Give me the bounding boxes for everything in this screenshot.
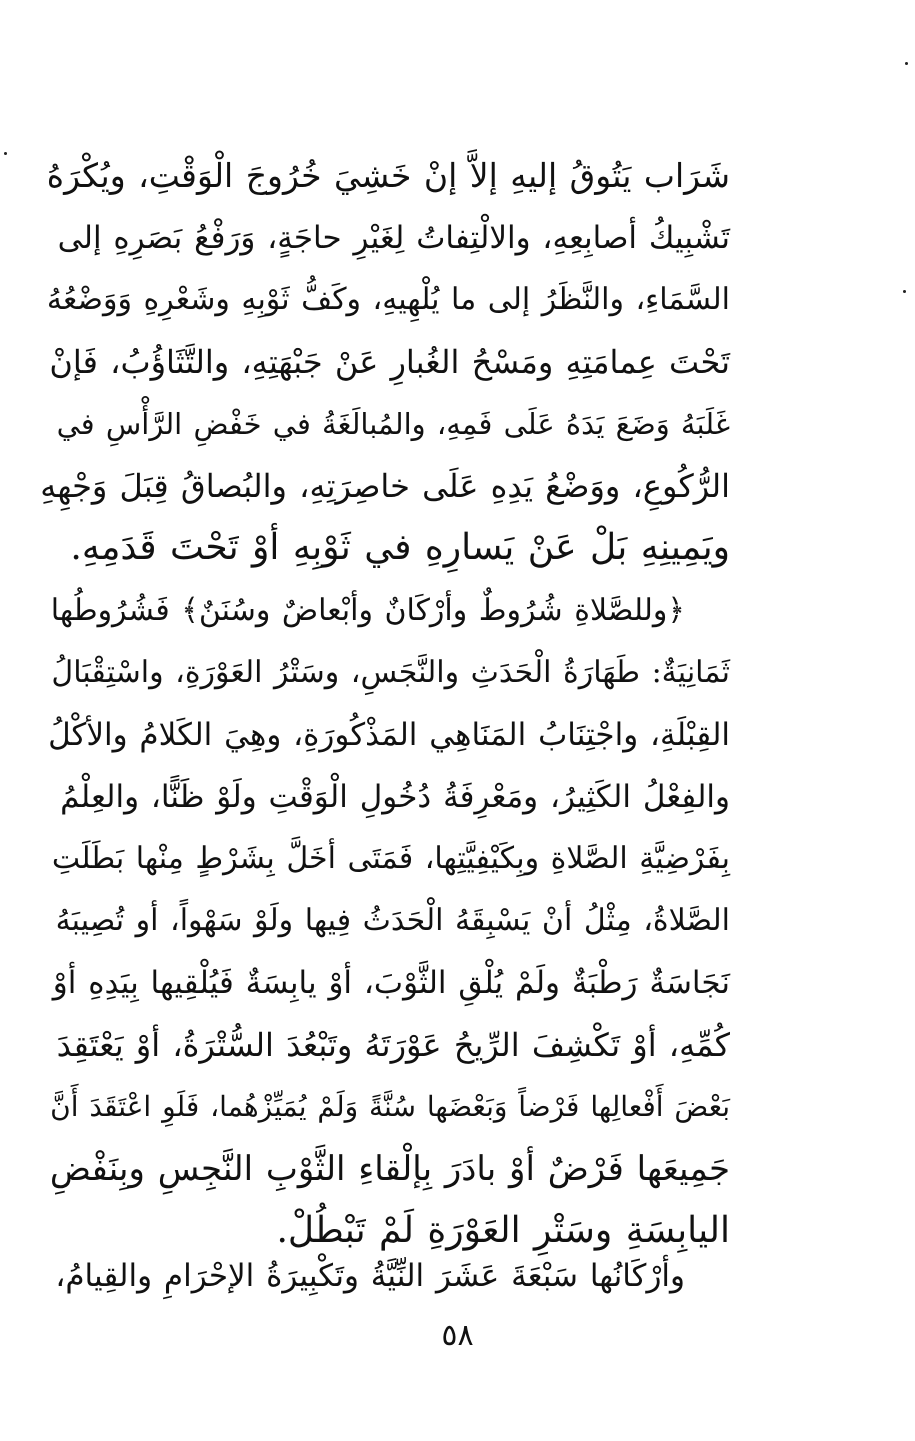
text-line: السَّمَاءِ، والنَّظَرُ إلى ما يُلْهِيهِ، وكَفُّ ثَوْبِهِ وشَعْرِهِ وَوَضْعُهُ — [46, 282, 730, 317]
text-line: وأرْكَانُها سَبْعَةَ عَشَرَ النِّيَّةُ وتَكْبِيرَةُ الإحْرَامِ والقِيامُ، — [55, 1258, 685, 1294]
paragraph-3 — [40, 1245, 730, 1307]
text-line: القِبْلَةِ، واجْتِنَابُ المَنَاهِي المَذْكُورَةِ، وهِيَ الكَلامُ والأكْلُ — [48, 717, 730, 753]
text-line: الرُّكُوعِ، ووَضْعُ يَدِهِ عَلَى خاصِرَتِهِ، والبُصاقُ قِبَلَ وَجْهِهِ — [40, 467, 730, 505]
text-line: اليابِسَةِ وسَتْرِ العَوْرَةِ لَمْ تَبْطُلْ. — [276, 1210, 730, 1251]
text-line: نَجَاسَةٌ رَطْبَةٌ ولَمْ يُلْقِ الثَّوْبَ، أوْ يابِسَةٌ فَيُلْقِيها بِيَدِهِ أوْ — [52, 965, 730, 1001]
paragraph-1 — [40, 145, 730, 579]
text-line: ﴿وللصَّلاةِ شُرُوطٌ وأرْكَانٌ وأبْعاضٌ وسُنَنٌ﴾ فَشُرُوطُها — [50, 593, 685, 628]
text-line: تَحْتَ عِمامَتِهِ ومَسْحُ الغُبارِ عَنْ جَبْهَتِهِ، والتَّثَاؤُبُ، فَإنْ — [49, 343, 730, 381]
scan-speck — [4, 152, 7, 155]
scan-speck — [903, 290, 906, 293]
text-line: جَمِيعَها فَرْضٌ أوْ بادَرَ بِإلْقاءِ الثَّوْبِ النَّجِسِ وبِنَفْضِ — [49, 1149, 730, 1189]
page-number: ٥٨ — [441, 1318, 474, 1353]
text-line: والفِعْلُ الكَثِيرُ، ومَعْرِفَةُ دُخُولِ الْوَقْتِ ولَوْ ظَنًّا، والعِلْمُ — [60, 779, 730, 815]
text-line: بَعْضَ أَفْعالِها فَرْضاً وَبَعْضَها سُنَّةً وَلَمْ يُمَيِّزْهُما، فَلَوِ اعْتَقَدَ أَنَّ — [50, 1090, 730, 1123]
text-line: تَشْبِيكُ أصابِعِهِ، والالْتِفاتُ لِغَيْرِ حاجَةٍ، وَرَفْعُ بَصَرِهِ إلى — [57, 220, 730, 256]
text-line: غَلَبَهُ وَضَعَ يَدَهُ عَلَى فَمِهِ، والمُبالَغَةُ في خَفْضِ الرَّأْسِ في — [56, 407, 730, 441]
text-line: ويَمِينِهِ بَلْ عَنْ يَسارِهِ في ثَوْبِهِ أوْ تَحْتَ قَدَمِهِ. — [70, 527, 730, 568]
text-line: شَرَاب يَتُوقُ إليهِ إلاَّ إنْ خَشِيَ خُرُوجَ الْوَقْتِ، ويُكْرَهُ — [46, 156, 730, 195]
text-line: ثَمَانِيَةٌ: طَهَارَةُ الْحَدَثِ والنَّجَسِ، وسَتْرُ العَوْرَةِ، واسْتِقْبَالُ — [51, 655, 730, 690]
scan-speck — [905, 62, 908, 65]
text-line: بِفَرْضِيَّةِ الصَّلاةِ وبِكَيْفِيَّتِها، فَمَتَى أخَلَّ بِشَرْطٍ مِنْها بَطَلَتِ — [51, 841, 730, 876]
text-line: الصَّلاةُ، مِثْلُ أنْ يَسْبِقَهُ الْحَدَثُ فِيها ولَوْ سَهْواً، أو تُصِيبَهُ — [55, 903, 730, 938]
paragraph-2 — [40, 580, 730, 1262]
text-line: كُمِّهِ، أوْ تَكْشِفَ الرِّيحُ عَوْرَتَهُ وتَبْعُدَ السُّتْرَةُ، أوْ يَعْتَقِدَ — [56, 1026, 730, 1064]
